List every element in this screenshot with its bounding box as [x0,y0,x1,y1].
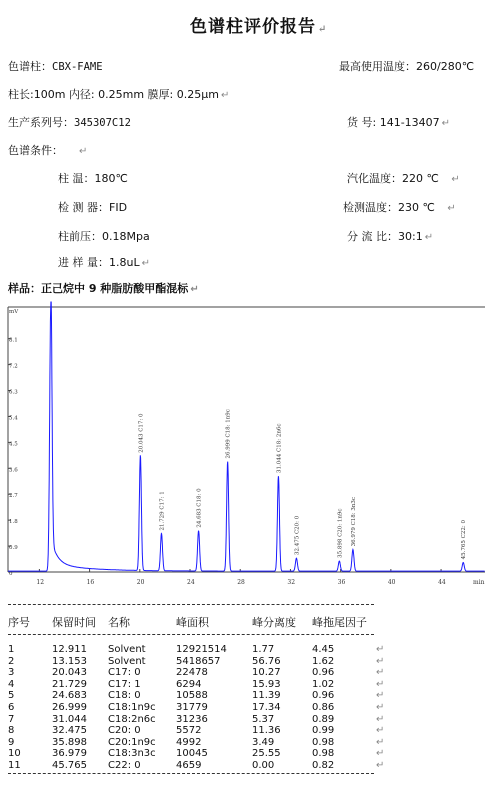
return-mark: ↵ [441,118,451,129]
table-cell: 20.043 [52,667,87,679]
table-header-cell: 峰拖尾因子 [312,616,367,629]
dimensions-line [8,86,229,102]
x-tick-label: 40 [387,579,396,586]
injection-value: 1.8uL [109,256,140,269]
table-cell: 31.044 [52,713,87,725]
table-cell: 11.36 [252,725,281,737]
table-cell: 11 [8,760,21,771]
return-mark: ↵ [376,713,385,725]
y-tick-label: 3.6 [9,467,18,474]
table-cell: 10588 [176,690,208,702]
table-cell: 45.765 [52,760,87,771]
return-mark: ↵ [376,690,385,702]
conditions-label: 色谱条件： [8,144,63,157]
column-line [8,58,103,74]
table-row [8,748,488,759]
table-cell: 0.89 [312,713,335,725]
table-cell: 1.62 [312,655,335,667]
y-tick-label: 6.3 [9,389,18,396]
table-row [8,679,488,690]
table-cell: 25.55 [252,748,281,760]
y-tick-label: 0.9 [9,545,18,552]
serial-label: 生产系列号： [8,116,74,129]
table-cell: 17.34 [252,702,281,713]
dimensions-text: 柱长:100m 内径: 0.25mm 膜厚: 0.25μm [8,88,219,101]
table-row [8,714,488,725]
table-cell: 0.98 [312,736,335,748]
table-cell: 21.729 [52,678,87,690]
table-cell: 1.77 [252,644,275,655]
x-tick-label: 24 [187,579,195,586]
x-tick-label: 36 [337,579,346,586]
table-cell: 56.76 [252,655,281,667]
x-tick-label: 28 [237,579,245,586]
serial-value: 345307C12 [74,117,131,129]
peak-label: 32.475 C20: 0 [294,515,301,556]
table-cell: 5 [8,690,15,702]
table-header-cell: 序号 [8,616,30,629]
x-unit-label: min [473,579,485,586]
split-ratio-value: 30:1 [398,230,423,243]
table-header-cell: 保留时间 [52,616,96,629]
x-tick-label: 16 [86,579,95,586]
table-cell: 1.02 [312,678,335,690]
table-cell: 3 [8,667,15,679]
table-cell: C18:2n6c [108,713,156,725]
table-cell: 4.45 [312,644,335,655]
split-ratio-label: 分 流 比： [347,230,398,243]
table-cell: 6 [8,702,15,713]
return-mark: ↵ [376,655,385,667]
part-no-label: 货 号: [347,116,377,129]
detector-temp-value: 230 ℃ [398,201,435,214]
table-row [8,760,488,771]
table-cell: C20:1n9c [108,736,156,748]
table-cell: 8 [8,725,15,737]
max-temp-label: 最高使用温度： [339,60,416,73]
table-cell: 12.911 [52,644,87,655]
return-mark: ↵ [376,736,385,748]
x-tick-label: 12 [36,579,45,586]
table-header-cell: 峰面积 [176,616,209,629]
peak-label: 20.043 C17: 0 [138,413,145,453]
y-tick-label: 8.1 [9,337,18,344]
conditions-heading [8,142,87,158]
table-cell: 4992 [176,736,202,748]
return-mark: ↵ [318,24,328,35]
table-cell: 22478 [176,667,208,679]
table-cell: C17: 0 [108,667,141,679]
table-cell: 5572 [176,725,202,737]
table-cell: 1 [8,644,15,655]
chromatogram-chart [0,300,496,600]
table-header-cell: 名称 [108,616,130,629]
table-cell: C18:3n3c [108,748,156,760]
serial-line [8,114,131,130]
peak-label: 24.683 C18: 0 [196,488,203,528]
return-mark: ↵ [376,725,385,737]
part-no-value: 141-13407 [379,116,440,129]
inlet-pressure-value: 0.18Mpa [102,230,150,243]
table-row [8,644,488,655]
x-tick-label: 44 [438,579,446,586]
return-mark: ↵ [376,702,385,713]
table-cell: C18: 0 [108,690,141,702]
table-cell: C22: 0 [108,760,141,771]
peak-label: 26.999 C18: 1n9c [225,409,232,459]
table-cell: 9 [8,736,15,748]
column-label: 色谱柱： [8,60,52,73]
table-cell: 11.39 [252,690,281,702]
chromatogram-trace [8,302,485,571]
column-temp-line [58,170,128,186]
table-cell: 6294 [176,678,202,690]
return-mark: ↵ [190,284,199,295]
return-mark: ↵ [376,748,385,760]
table-cell: 4659 [176,760,202,771]
x-tick-label: 32 [287,579,296,586]
table-rule [8,604,374,605]
table-row [8,690,488,701]
return-mark: ↵ [376,644,385,655]
table-row [8,725,488,736]
table-cell: 0.96 [312,667,335,679]
table-header [8,614,488,629]
peak-label: 35.898 C20: 1n9c [337,508,344,558]
x-tick-label: 20 [136,579,145,586]
table-cell: 32.475 [52,725,87,737]
peak-label: 45.765 C22: 0 [461,520,468,560]
table-cell: 4 [8,678,15,690]
table-cell: 0.98 [312,748,335,760]
table-row [8,656,488,667]
report-title [190,12,327,37]
table-row [8,702,488,713]
return-mark: ↵ [376,678,385,690]
peak-label: 36.979 C18: 3n3c [350,496,357,547]
table-cell: 0.86 [312,702,335,713]
table-cell: 31779 [176,702,208,713]
return-mark: ↵ [376,760,385,771]
table-cell: 36.979 [52,748,87,760]
column-temp-label: 柱 温： [58,172,95,185]
table-cell: 2 [8,655,15,667]
table-rule [8,773,374,774]
table-cell: 35.898 [52,736,87,748]
y-tick-label: 7.2 [9,363,18,370]
y-tick-label: 0 [9,571,13,577]
table-cell: Solvent [108,644,146,655]
return-mark: ↵ [447,203,456,214]
return-mark: ↵ [220,90,230,101]
return-mark: ↵ [424,232,434,243]
table-cell: 10 [8,748,21,760]
table-cell: 7 [8,713,15,725]
detector-label: 检 测 器： [58,201,109,214]
return-mark: ↵ [376,667,385,679]
table-cell: 0.82 [312,760,335,771]
table-cell: 24.683 [52,690,87,702]
table-cell: 10.27 [252,667,281,679]
table-cell: C18:1n9c [108,702,156,713]
injection-label: 进 样 量： [58,256,109,269]
table-row [8,737,488,748]
detector-temp-line [343,199,456,215]
injection-line [58,254,150,270]
detector-line [58,199,127,215]
vaporizer-temp-value: 220 ℃ [402,172,439,185]
y-tick-label: 5.4 [9,415,18,422]
table-cell: 15.93 [252,678,281,690]
table-cell: 10045 [176,748,208,760]
table-cell: C20: 0 [108,725,141,737]
report-title-text: 色谱柱评价报告 [190,17,316,37]
column-temp-value: 180℃ [94,172,128,185]
max-temp-line [339,58,474,74]
sample-line [8,280,199,296]
y-tick-label: 2.7 [9,493,18,500]
table-cell: 0.00 [252,760,275,771]
detector-temp-label: 检测温度： [343,201,398,214]
max-temp-value: 260/280℃ [416,60,475,73]
table-cell: 0.96 [312,690,335,702]
y-tick-label: 1.8 [9,519,18,526]
table-cell: 31236 [176,713,208,725]
part-no-line [347,114,450,130]
vaporizer-temp-line [347,170,460,186]
table-cell: 12921514 [176,644,227,655]
table-cell: 13.153 [52,655,87,667]
table-cell: 5.37 [252,713,275,725]
y-tick-label: 4.5 [9,441,18,448]
split-ratio-line [347,228,433,244]
return-mark: ↵ [79,146,88,157]
table-cell: C17: 1 [108,678,141,690]
peak-label: 31.044 C18: 2n6c [276,423,283,473]
table-cell: 5418657 [176,655,221,667]
inlet-pressure-label: 柱前压： [58,230,102,243]
table-row [8,667,488,678]
table-cell: 26.999 [52,702,87,713]
table-header-cell: 峰分离度 [252,616,296,629]
column-value: CBX-FAME [52,61,103,73]
vaporizer-temp-label: 汽化温度： [347,172,402,185]
table-cell: Solvent [108,655,146,667]
table-cell: 3.49 [252,736,275,748]
table-rule [8,634,374,635]
return-mark: ↵ [141,258,150,269]
table-cell: 0.99 [312,725,335,737]
sample-text: 样品：正己烷中 9 种脂肪酸甲酯混标 [8,282,189,295]
peak-label: 21.729 C17: 1 [159,491,166,531]
inlet-pressure-line [58,228,150,244]
y-unit-label: mV [9,309,19,315]
detector-value: FID [109,201,128,214]
return-mark: ↵ [451,174,460,185]
